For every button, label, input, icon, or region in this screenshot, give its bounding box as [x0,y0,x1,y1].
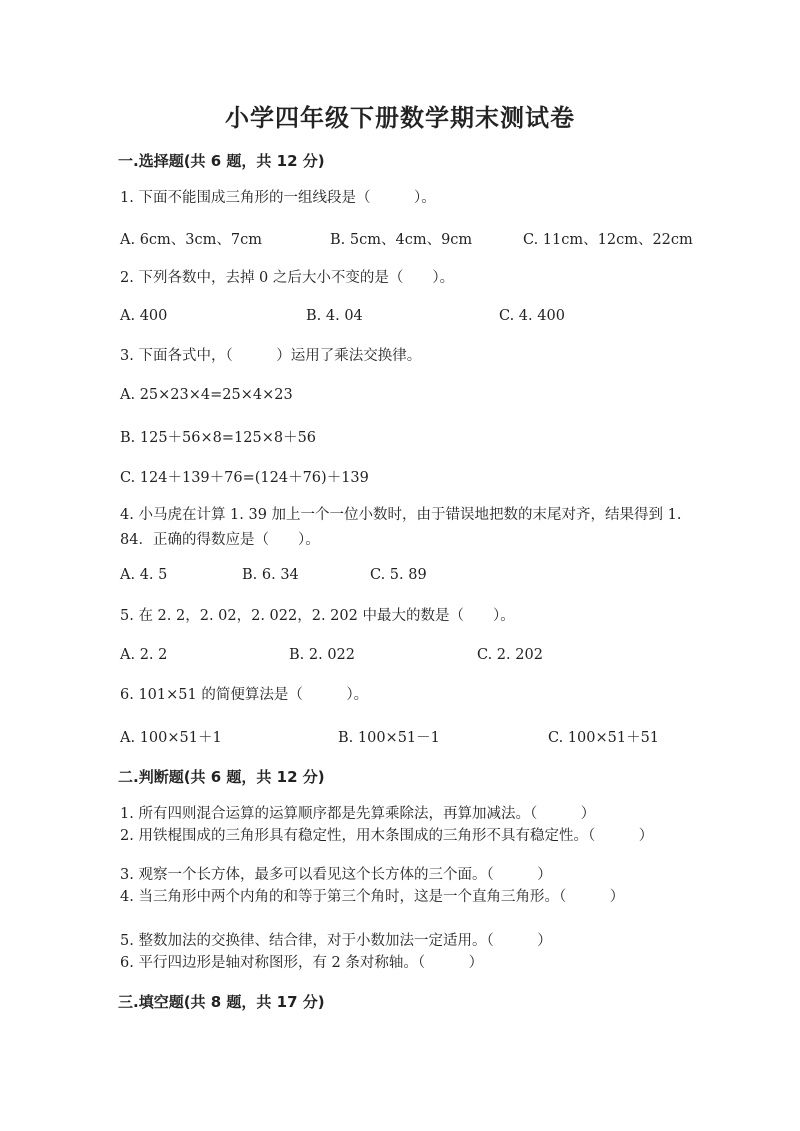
choice-option-1a: A. 6cm、3cm、7cm [120,232,262,248]
choice-option-6b: B. 100×51－1 [338,730,440,746]
choice-option-5c: C. 2. 202 [477,647,543,663]
judgment-question-6: 6. 平行四边形是轴对称图形，有 2 条对称轴。（ ） [120,955,484,971]
choice-options-4 [120,567,700,589]
choice-option-3a: A. 25×23×4=25×4×23 [120,387,293,403]
judgment-question-5: 5. 整数加法的交换律、结合律，对于小数加法一定适用。（ ） [120,933,552,949]
choice-option-6a: A. 100×51＋1 [120,730,222,746]
choice-question-6: 6. 101×51 的简便算法是（ ）。 [120,687,369,703]
choice-question-3: 3. 下面各式中，（ ）运用了乘法交换律。 [120,348,422,364]
choice-option-3b: B. 125＋56×8=125×8＋56 [120,430,317,446]
judgment-question-2: 2. 用铁棍围成的三角形具有稳定性，用木条围成的三角形不具有稳定性。（ ） [120,828,654,844]
choice-option-4a: A. 4. 5 [120,567,168,583]
choice-option-1c: C. 11cm、12cm、22cm [523,232,693,248]
choice-option-2b: B. 4. 04 [306,308,363,324]
section-heading-fill: 三.填空题(共 8 题，共 17 分) [118,993,325,1011]
choice-question-1: 1. 下面不能围成三角形的一组线段是（ ）。 [120,190,436,206]
choice-option-4b: B. 6. 34 [242,567,299,583]
choice-option-2c: C. 4. 400 [499,308,565,324]
choice-options-5 [120,647,700,669]
choice-options-2 [120,308,700,330]
section-heading-choice: 一.选择题(共 6 题，共 12 分) [118,152,325,170]
choice-option-1b: B. 5cm、4cm、9cm [330,232,473,248]
choice-option-6c: C. 100×51＋51 [548,730,660,746]
judgment-question-1: 1. 所有四则混合运算的运算顺序都是先算乘除法，再算加减法。（ ） [120,806,596,822]
page-title: 小学四年级下册数学期末测试卷 [225,103,575,132]
choice-option-2a: A. 400 [120,308,168,324]
choice-options-6 [120,726,700,748]
judgment-question-4: 4. 当三角形中两个内角的和等于第三个角时，这是一个直角三角形。（ ） [120,889,625,905]
choice-option-4c: C. 5. 89 [370,567,427,583]
choice-question-4: 4. 小马虎在计算 1. 39 加上一个一位小数时，由于错误地把数的末尾对齐，结果得到 1. 84．正确的得数应是（ ）。 [120,507,682,548]
choice-question-2: 2. 下列各数中，去掉 0 之后大小不变的是（ ）。 [120,270,455,286]
choice-option-3c: C. 124＋139＋76=(124＋76)＋139 [120,470,369,486]
choice-question-5: 5. 在 2. 2，2. 02，2. 022，2. 202 中最大的数是（ ）。 [120,608,515,624]
section-heading-judgment: 二.判断题(共 6 题，共 12 分) [118,768,325,786]
judgment-question-3: 3. 观察一个长方体，最多可以看见这个长方体的三个面。（ ） [120,867,552,883]
choice-options-1 [120,228,700,250]
choice-option-5b: B. 2. 022 [289,647,355,663]
choice-option-5a: A. 2. 2 [120,647,168,663]
